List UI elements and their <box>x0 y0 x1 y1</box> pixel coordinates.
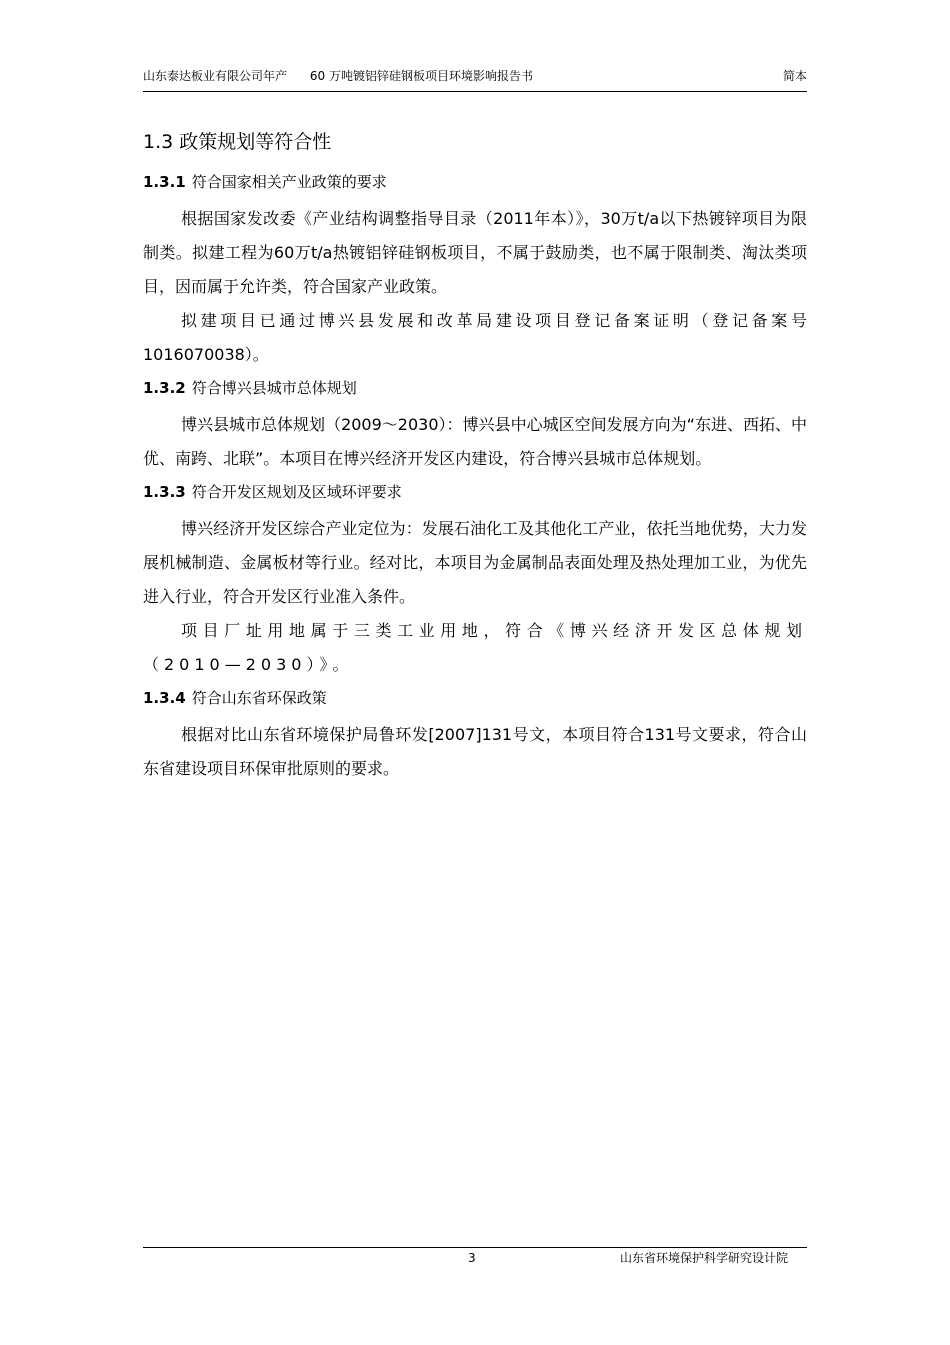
subsection-number: 1.3.2 <box>143 379 186 397</box>
footer-divider <box>143 1247 807 1248</box>
subsection-number: 1.3.3 <box>143 483 186 501</box>
page-body <box>143 128 807 786</box>
paragraph: 博兴经济开发区综合产业定位为：发展石油化工及其他化工产业，依托当地优势，大力发展机械制造、金属板材等行业。经对比，本项目为金属制品表面处理及热处理加工业，为优先进入行业，符合开发区行业准入条件。 <box>143 519 807 606</box>
paragraph: 项目厂址用地属于三类工业用地，符合《博兴经济开发区总体规划（2010—2030）》。 <box>143 621 807 674</box>
subsection-heading <box>143 482 807 502</box>
subsection-title: 符合开发区规划及区域环评要求 <box>191 483 402 501</box>
footer-organization: 山东省环境保护科学研究设计院 <box>619 1251 788 1265</box>
subsection-title: 符合山东省环保政策 <box>191 689 327 707</box>
subsection-heading <box>143 688 807 708</box>
subsection-title: 符合国家相关产业政策的要求 <box>191 173 387 191</box>
subsection-heading <box>143 172 807 192</box>
paragraph: 博兴县城市总体规划（2009～2030）：博兴县中心城区空间发展方向为“东进、西拓、中优、南跨、北联”。本项目在博兴经济开发区内建设，符合博兴县城市总体规划。 <box>143 415 807 468</box>
header-divider <box>143 91 807 92</box>
page-header <box>143 68 807 84</box>
header-document-title: 山东泰达板业有限公司年产 60 万吨镀铝锌硅钢板项目环境影响报告书 <box>143 69 533 83</box>
page-number: 3 <box>468 1251 476 1265</box>
paragraph: 拟建项目已通过博兴县发展和改革局建设项目登记备案证明（登记备案号1016070038）。 <box>143 311 807 364</box>
paragraph: 根据对比山东省环境保护局鲁环发[2007]131号文，本项目符合131号文要求，符合山东省建设项目环保审批原则的要求。 <box>143 725 807 778</box>
subsection-number: 1.3.1 <box>143 173 186 191</box>
subsection-heading <box>143 378 807 398</box>
subsection-number: 1.3.4 <box>143 689 186 707</box>
section-title: 1.3 政策规划等符合性 <box>143 131 332 153</box>
paragraph: 根据国家发改委《产业结构调整指导目录（2011年本）》，30万t/a以下热镀锌项目为限制类。拟建工程为60万t/a热镀铝锌硅钢板项目，不属于鼓励类，也不属于限制类、淘汰类项目，因而属于允许类，符合国家产业政策。 <box>143 209 807 296</box>
subsection-title: 符合博兴县城市总体规划 <box>191 379 357 397</box>
header-version-label: 简本 <box>782 69 807 83</box>
